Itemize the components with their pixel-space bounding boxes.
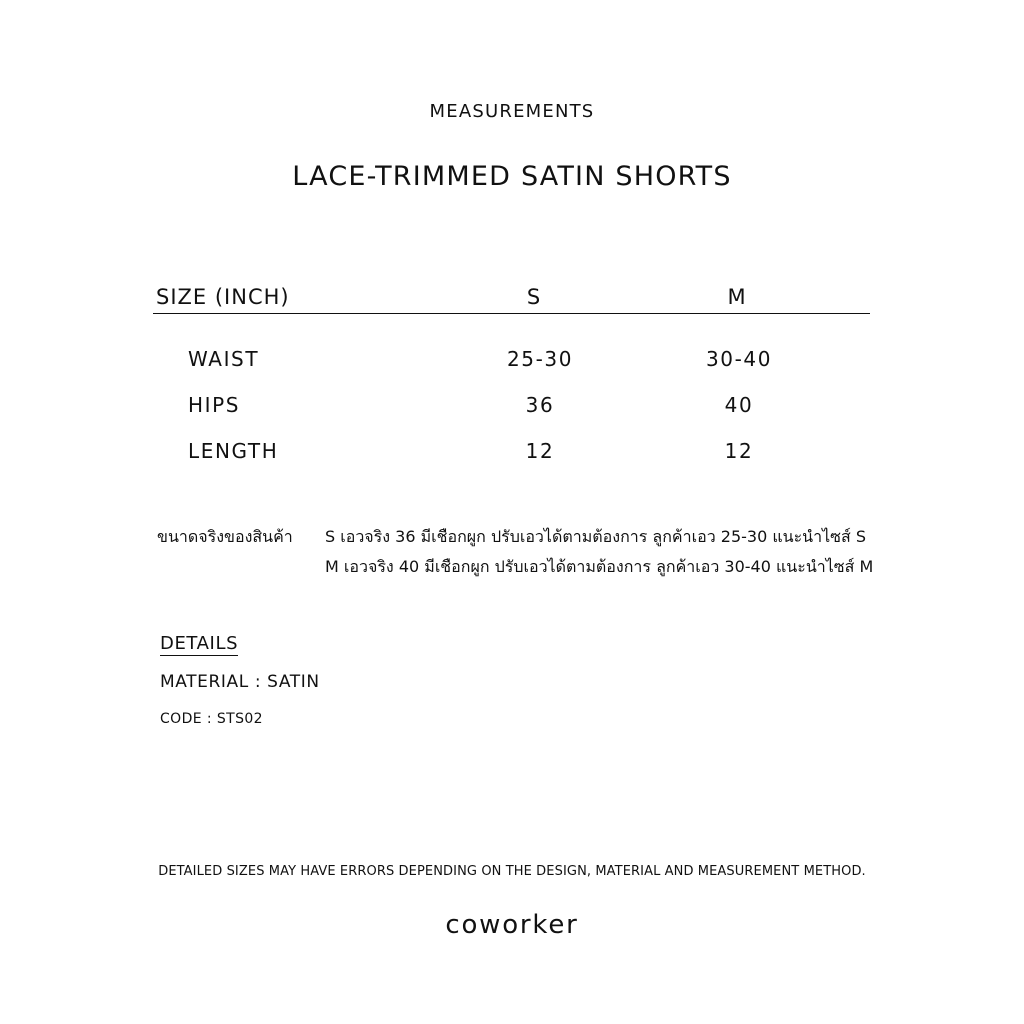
row-value-m: 12	[724, 439, 754, 463]
header-label: MEASUREMENTS	[429, 101, 595, 122]
details-heading: DETAILS	[160, 633, 239, 654]
row-value-s: 25-30	[506, 347, 574, 371]
row-label: WAIST	[188, 347, 260, 371]
row-label: HIPS	[188, 393, 241, 417]
row-value-m: 40	[724, 393, 754, 417]
column-header-m: M	[727, 285, 747, 309]
table-header-divider	[153, 313, 870, 314]
row-value-s: 36	[525, 393, 555, 417]
actual-size-label: ขนาดจริงของสินค้า	[157, 527, 293, 546]
brand-logo: coworker	[445, 910, 579, 940]
column-header-s: S	[526, 285, 542, 309]
row-value-s: 12	[525, 439, 555, 463]
actual-size-note-m: M เอวจริง 40 มีเชือกผูก ปรับเอวได้ตามต้องการ ลูกค้าเอว 30-40 แนะนำไซส์ M	[325, 557, 874, 576]
material-text: MATERIAL : SATIN	[160, 672, 320, 692]
product-code: CODE : STS02	[160, 711, 263, 727]
product-title: LACE-TRIMMED SATIN SHORTS	[292, 161, 732, 192]
column-header-size: SIZE (INCH)	[156, 285, 290, 309]
row-label: LENGTH	[188, 439, 279, 463]
disclaimer-text: DETAILED SIZES MAY HAVE ERRORS DEPENDING ON THE DESIGN, MATERIAL AND MEASUREMENT METHOD.	[158, 864, 866, 879]
row-value-m: 30-40	[705, 347, 773, 371]
actual-size-note-s: S เอวจริง 36 มีเชือกผูก ปรับเอวได้ตามต้องการ ลูกค้าเอว 25-30 แนะนำไซส์ S	[325, 527, 867, 546]
